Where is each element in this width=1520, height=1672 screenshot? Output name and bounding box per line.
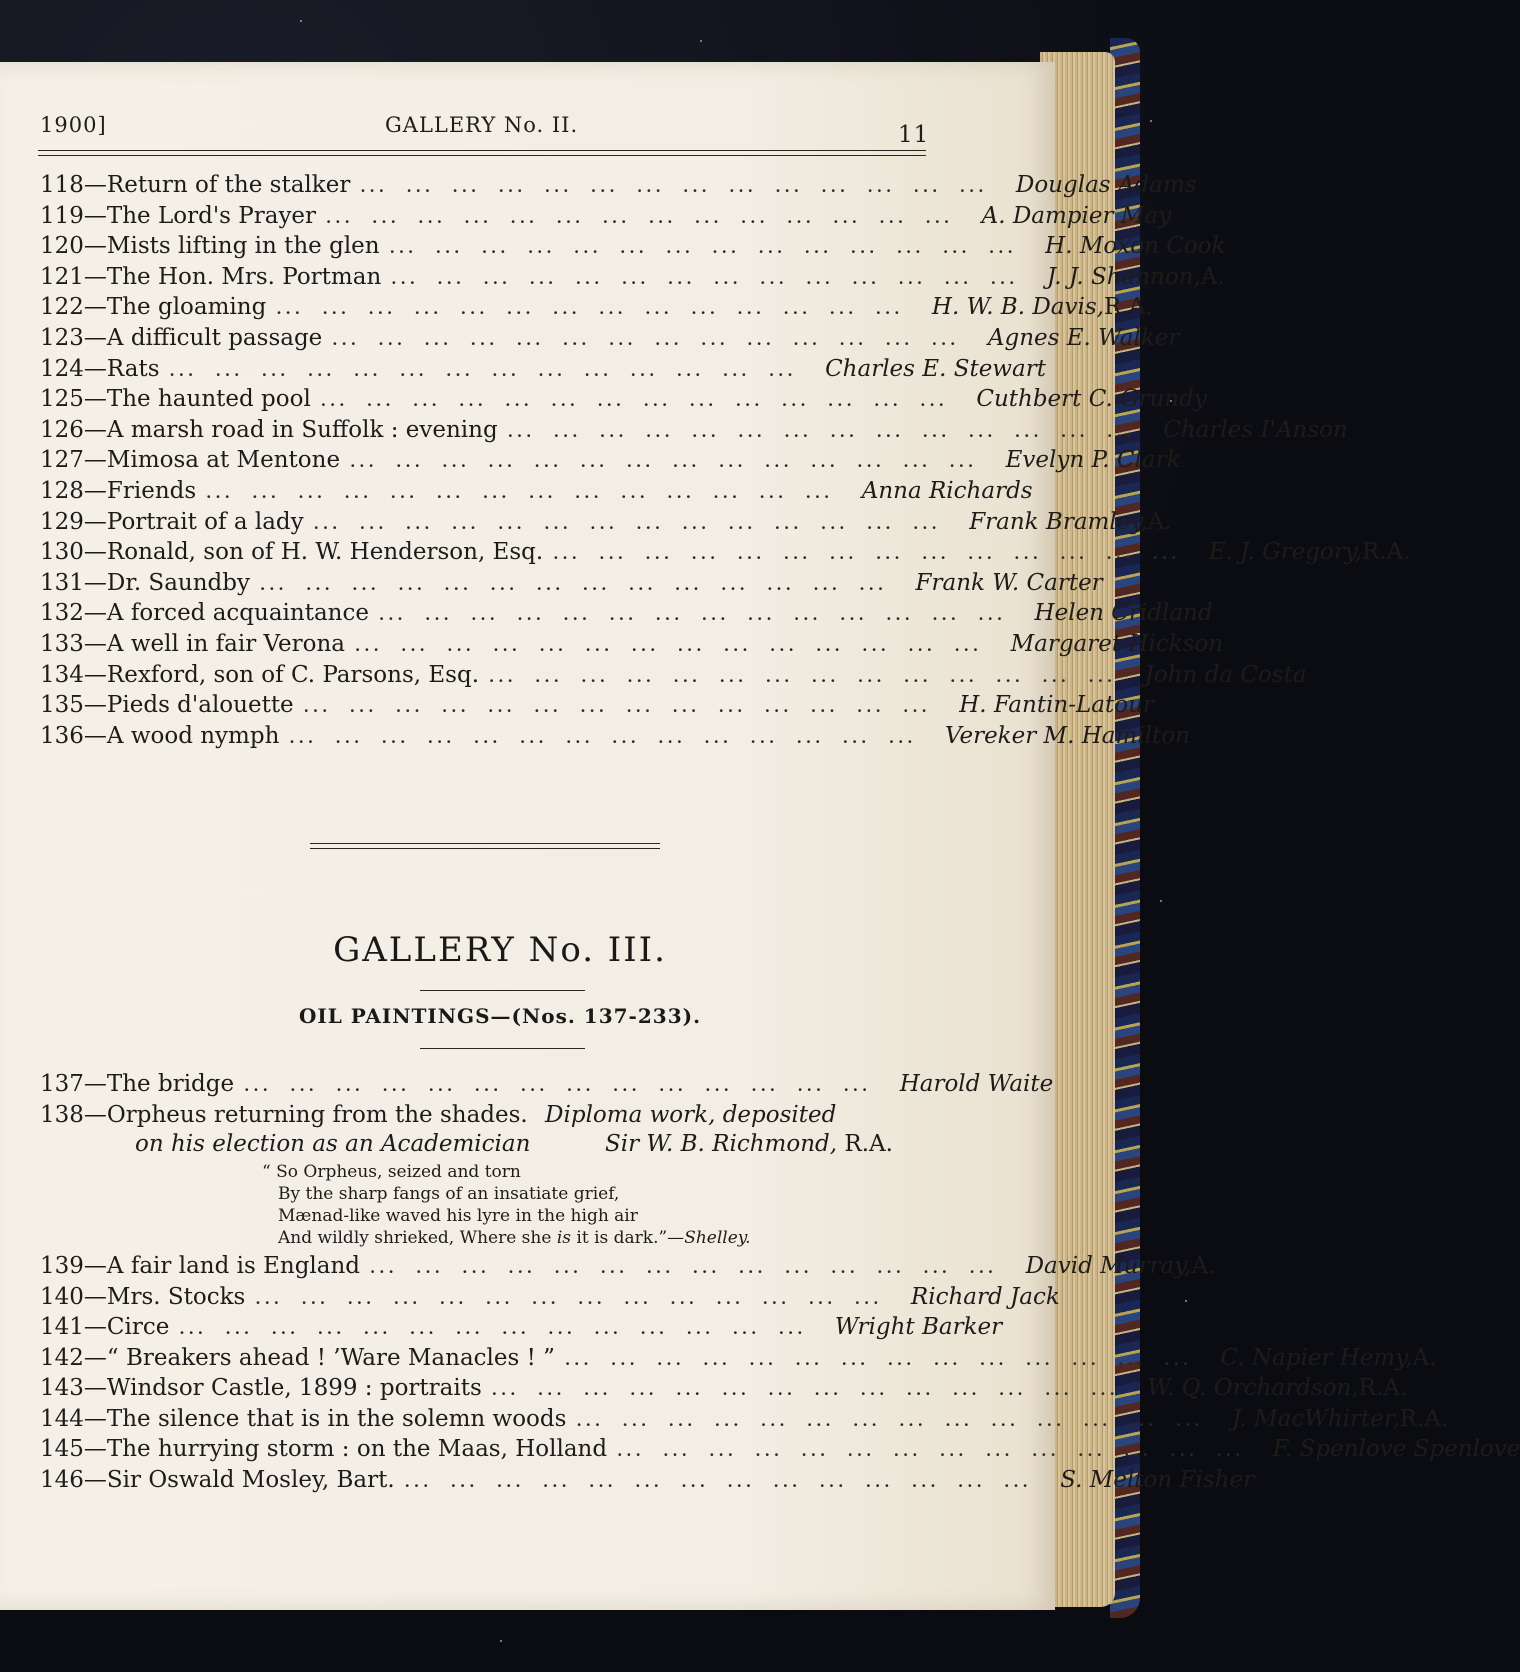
star-speck — [1150, 120, 1152, 122]
leader-dots: ... ... ... ... ... ... ... ... ... ... ... ... ... ... — [332, 331, 978, 349]
star-speck — [1160, 900, 1162, 902]
quote-source: Shelley. — [684, 1228, 751, 1248]
entry-number: 135 — [40, 692, 84, 719]
entry-artist: Douglas Adams — [1015, 172, 1197, 198]
entry-number: 143 — [40, 1375, 84, 1401]
entry-title: A well in fair Verona — [106, 631, 345, 657]
entry-number: 136 — [40, 722, 84, 749]
entry-title: Mimosa at Mentone — [106, 447, 341, 474]
entry-title: Mrs. Stocks — [106, 1283, 246, 1310]
leader-dots: ... ... ... ... ... ... ... ... ... ... ... ... ... ... — [507, 422, 1154, 441]
entry-number: 119 — [40, 202, 84, 229]
entry-artist: Frank W. Carter — [915, 569, 1103, 596]
entry-artist: Frank Bramley, — [969, 508, 1148, 535]
gallery-3-title: GALLERY No. III. — [333, 930, 667, 970]
entry-dash: — — [83, 1466, 107, 1493]
entry-dash: — — [83, 508, 107, 535]
entry-title: A marsh road in Suffolk : evening — [106, 416, 498, 443]
star-speck — [300, 20, 302, 22]
entry-dash: — — [83, 478, 107, 504]
entry-artist: H. Fantin-Latour — [959, 692, 1154, 719]
leader-dots: ... ... ... ... ... ... ... ... ... ... ... ... ... ... — [303, 698, 950, 717]
entry-number: 121 — [40, 263, 84, 290]
catalogue-entry — [40, 631, 1224, 661]
entry-number: 130 — [40, 539, 84, 566]
entry-artist: F. Spenlove Spenlove — [1272, 1436, 1520, 1462]
entry-title: A forced acquaintance — [106, 600, 369, 627]
entry-artist: Charles E. Stewart — [825, 355, 1046, 382]
leader-dots: ... ... ... ... ... ... ... ... ... ... ... ... ... ... — [404, 1472, 1051, 1491]
quote-text: And wildly shrieked, Where she — [278, 1228, 557, 1248]
entry-dash: — — [83, 355, 107, 382]
catalogue-entry — [40, 1466, 1255, 1497]
entry-number: 118 — [40, 172, 84, 198]
leader-dots: ... ... ... ... ... ... ... ... ... ... ... ... ... ... — [370, 1259, 1016, 1277]
entry-dash: — — [83, 172, 107, 198]
catalogue-entry — [40, 1253, 1216, 1283]
header-rule — [38, 155, 926, 156]
entry-artist-suffix: R.A. — [1358, 1375, 1408, 1401]
entry-artist: W. Q. Orchardson, — [1147, 1375, 1359, 1401]
quote-text: it is dark.”— — [571, 1228, 685, 1248]
entry-dash: — — [83, 1283, 107, 1310]
entry-title: Friends — [106, 478, 197, 504]
leader-dots: ... ... ... ... ... ... ... ... ... ... ... ... ... ... — [360, 178, 1006, 196]
leader-dots: ... ... ... ... ... ... ... ... ... ... ... ... ... ... — [289, 728, 935, 747]
entry-138-artist-line — [605, 1131, 893, 1157]
entry-artist-suffix: A. — [1200, 263, 1225, 290]
entry-title: The hurrying storm : on the Maas, Holland — [106, 1436, 608, 1462]
catalogue-entry — [40, 172, 1197, 202]
entry-title: A wood nymph — [106, 722, 280, 749]
entry-artist: E. J. Gregory, — [1208, 539, 1363, 566]
leader-dots: ... ... ... ... ... ... ... ... ... ... ... ... ... ... — [326, 208, 972, 227]
catalogue-entry — [40, 478, 1033, 508]
catalogue-entry — [40, 692, 1154, 722]
entry-dash: — — [83, 1375, 107, 1401]
catalogue-entry — [40, 233, 1226, 263]
entry-title: A difficult passage — [106, 325, 323, 351]
entry-138-note: Diploma work, deposited — [545, 1102, 837, 1128]
entry-dash: — — [83, 1253, 107, 1279]
entry-title: Rats — [106, 355, 160, 382]
entry-artist: A. Dampier May — [981, 202, 1172, 229]
entry-dash: — — [83, 325, 107, 351]
leader-dots: ... ... ... ... ... ... ... ... ... ... ... ... ... ... — [617, 1442, 1263, 1460]
leader-dots: ... ... ... ... ... ... ... ... ... ... ... ... ... ... — [576, 1411, 1222, 1430]
entry-artist: Wright Barker — [834, 1314, 1003, 1340]
leader-dots: ... ... ... ... ... ... ... ... ... ... ... ... ... ... — [206, 484, 852, 502]
catalogue-entry — [40, 1283, 1060, 1314]
entry-dash: — — [83, 631, 107, 657]
entry-artist: Vereker M. Hamilton — [944, 722, 1190, 749]
entry-title: A fair land is England — [106, 1253, 361, 1279]
quote-line-last — [278, 1228, 751, 1248]
leader-dots: ... ... ... ... ... ... ... ... ... ... ... ... ... ... — [391, 269, 1037, 288]
catalogue-entry — [40, 1436, 1520, 1466]
entry-artist: Agnes E. Walker — [987, 325, 1180, 351]
entry-artist-suffix: A. — [1412, 1344, 1437, 1371]
entry-number: 123 — [40, 325, 84, 351]
header-rule — [38, 150, 926, 151]
entry-dash: — — [83, 294, 107, 321]
entry-artist: Margaret Hickson — [1010, 631, 1224, 657]
leader-dots: ... ... ... ... ... ... ... ... ... ... ... ... ... ... — [320, 392, 967, 411]
entry-title: Circe — [106, 1314, 170, 1340]
leader-dots: ... ... ... ... ... ... ... ... ... ... ... ... ... ... — [313, 514, 960, 533]
entry-title: Dr. Saundby — [106, 569, 250, 596]
quote-line: “ So Orpheus, seized and torn — [262, 1162, 521, 1182]
entry-dash: — — [83, 1344, 107, 1371]
entry-dash: — — [83, 202, 107, 229]
entry-138-suffix: R.A. — [837, 1131, 893, 1157]
entry-title: “ Breakers ahead ! ’Ware Manacles ! ” — [106, 1344, 555, 1371]
entry-artist-suffix: A. — [1191, 1253, 1216, 1279]
leader-dots: ... ... ... ... ... ... ... ... ... ... ... ... ... ... — [350, 453, 996, 472]
entry-number: 128 — [40, 478, 84, 504]
entry-title: Windsor Castle, 1899 : portraits — [106, 1375, 482, 1401]
entry-number: 145 — [40, 1436, 84, 1462]
catalogue-entry — [40, 1071, 1054, 1101]
entry-title: Sir Oswald Mosley, Bart. — [106, 1466, 395, 1493]
entry-artist: Harold Waite — [899, 1071, 1054, 1097]
catalogue-entry — [40, 569, 1103, 600]
catalogue-entry — [40, 600, 1213, 630]
entry-artist: Charles I'Anson — [1163, 416, 1348, 443]
catalogue-entry — [40, 1344, 1437, 1375]
section-divider — [310, 848, 660, 849]
entry-title: Ronald, son of H. W. Henderson, Esq. — [106, 539, 544, 566]
entry-artist-suffix: R.A. — [1103, 294, 1153, 321]
entry-dash: — — [83, 661, 107, 688]
entry-title: The gloaming — [106, 294, 267, 321]
entry-number: 120 — [40, 233, 84, 260]
entry-dash: — — [83, 263, 107, 290]
entry-dash: — — [83, 1314, 107, 1340]
title-rule — [420, 990, 585, 991]
catalogue-entry — [40, 447, 1181, 477]
leader-dots: ... ... ... ... ... ... ... ... ... ... ... ... ... ... — [378, 606, 1025, 625]
entry-number: 133 — [40, 631, 84, 657]
entry-number: 132 — [40, 600, 84, 627]
entry-artist: Cuthbert C. Grundy — [976, 386, 1207, 413]
entry-number: 146 — [40, 1466, 84, 1493]
entry-138-line1 — [40, 1102, 836, 1128]
catalogue-entry — [40, 263, 1225, 294]
header-year: 1900] — [40, 113, 107, 137]
entry-artist: David Murray, — [1025, 1253, 1192, 1279]
leader-dots: ... ... ... ... ... ... ... ... ... ... ... ... ... ... — [355, 637, 1001, 655]
entry-artist: Anna Richards — [861, 478, 1033, 504]
entry-artist: J. MacWhirter, — [1232, 1405, 1400, 1432]
entry-138-artist: Sir W. B. Richmond, — [605, 1131, 838, 1157]
leader-dots: ... ... ... ... ... ... ... ... ... ... ... ... ... ... — [169, 361, 816, 380]
entry-title: Portrait of a lady — [106, 508, 304, 535]
catalogue-entry — [40, 355, 1046, 386]
subtitle-rule — [420, 1048, 585, 1049]
quote-line: By the sharp fangs of an insatiate grief, — [278, 1184, 620, 1204]
entry-number: 125 — [40, 386, 84, 413]
catalogue-entry — [40, 202, 1172, 233]
header-section: GALLERY No. II. — [385, 113, 579, 137]
catalogue-entry — [40, 661, 1307, 692]
entry-title: The Lord's Prayer — [106, 202, 317, 229]
entry-dash: — — [83, 1071, 107, 1097]
entry-dash: — — [83, 416, 107, 443]
entry-number: 129 — [40, 508, 84, 535]
leader-dots: ... ... ... ... ... ... ... ... ... ... ... ... ... ... — [389, 239, 1036, 258]
quote-emphasis: is — [556, 1228, 571, 1248]
entry-artist: C. Napier Hemy, — [1220, 1344, 1413, 1371]
entry-dash: — — [83, 722, 107, 749]
catalogue-entry — [40, 1375, 1408, 1405]
entry-title: Pieds d'alouette — [106, 692, 294, 719]
entry-number: 127 — [40, 447, 84, 474]
entry-artist: Evelyn P. Clark — [1005, 447, 1181, 474]
leader-dots: ... ... ... ... ... ... ... ... ... ... ... ... ... ... — [491, 1381, 1138, 1399]
entry-138-title: 138—Orpheus returning from the shades. — [40, 1102, 528, 1128]
leader-dots: ... ... ... ... ... ... ... ... ... ... ... ... ... ... — [244, 1077, 890, 1095]
entry-title: The Hon. Mrs. Portman — [106, 263, 382, 290]
leader-dots: ... ... ... ... ... ... ... ... ... ... ... ... ... ... — [276, 300, 922, 319]
entry-dash: — — [83, 539, 107, 566]
star-speck — [500, 1640, 502, 1642]
entry-number: 122 — [40, 294, 84, 321]
entry-dash: — — [83, 447, 107, 474]
entry-number: 131 — [40, 569, 84, 596]
catalogue-entry — [40, 416, 1348, 447]
entry-title: Return of the stalker — [106, 172, 351, 198]
leader-dots: ... ... ... ... ... ... ... ... ... ... ... ... ... ... — [255, 1289, 901, 1308]
leader-dots: ... ... ... ... ... ... ... ... ... ... ... ... ... ... — [259, 575, 906, 594]
entry-title: The bridge — [106, 1071, 235, 1097]
gallery-3-subtitle: OIL PAINTINGS—(Nos. 137-233). — [298, 1004, 702, 1028]
entry-dash: — — [83, 569, 107, 596]
entry-number: 137 — [40, 1071, 84, 1097]
entry-title: The silence that is in the solemn woods — [106, 1405, 567, 1432]
entry-title: The haunted pool — [106, 386, 311, 413]
catalogue-entry — [40, 325, 1180, 355]
catalogue-entry — [40, 508, 1172, 539]
entry-artist: Helen Cridland — [1034, 600, 1213, 627]
entry-dash: — — [83, 233, 107, 260]
star-speck — [1185, 1300, 1187, 1302]
catalogue-entry — [40, 1314, 1003, 1344]
quote-line: Mænad-like waved his lyre in the high air — [278, 1206, 638, 1226]
entry-artist: J. J. Shannon, — [1046, 263, 1201, 290]
page-number: 11 — [898, 122, 930, 148]
leader-dots: ... ... ... ... ... ... ... ... ... ... ... ... ... ... — [489, 667, 1135, 686]
entry-title: Mists lifting in the glen — [106, 233, 380, 260]
entry-dash: — — [83, 1405, 107, 1432]
entry-dash: — — [83, 386, 107, 413]
catalogue-entry — [40, 539, 1411, 569]
entry-artist: H. W. B. Davis, — [931, 294, 1104, 321]
entry-number: 139 — [40, 1253, 84, 1279]
entry-artist: S. Melton Fisher — [1060, 1466, 1255, 1493]
entry-artist: H. Moxon Cook — [1045, 233, 1226, 260]
entry-number: 140 — [40, 1283, 84, 1310]
section-divider — [310, 843, 660, 844]
entry-138-line2: on his election as an Academician — [135, 1131, 531, 1157]
catalogue-entry — [40, 386, 1207, 416]
catalogue-entry — [40, 294, 1153, 324]
catalogue-entry — [40, 1405, 1449, 1436]
leader-dots: ... ... ... ... ... ... ... ... ... ... ... ... ... ... — [179, 1320, 825, 1338]
entry-artist-suffix: R.A. — [1362, 539, 1411, 566]
entry-artist-suffix: A. — [1147, 508, 1172, 535]
entry-number: 142 — [40, 1344, 84, 1371]
entry-number: 141 — [40, 1314, 84, 1340]
entry-number: 144 — [40, 1405, 84, 1432]
entry-dash: — — [83, 692, 107, 719]
entry-number: 134 — [40, 661, 84, 688]
entry-dash: — — [83, 1436, 107, 1462]
entry-artist: Richard Jack — [910, 1283, 1060, 1310]
entry-title: Rexford, son of C. Parsons, Esq. — [106, 661, 480, 688]
leader-dots: ... ... ... ... ... ... ... ... ... ... ... ... ... ... — [553, 545, 1199, 564]
entry-dash: — — [83, 600, 107, 627]
leader-dots: ... ... ... ... ... ... ... ... ... ... ... ... ... ... — [564, 1350, 1211, 1369]
star-speck — [700, 40, 702, 42]
entry-artist-suffix: R.A. — [1399, 1405, 1449, 1432]
entry-number: 124 — [40, 355, 84, 382]
entry-artist: John da Costa — [1144, 661, 1307, 688]
entry-number: 126 — [40, 416, 84, 443]
catalogue-entry — [40, 722, 1190, 753]
